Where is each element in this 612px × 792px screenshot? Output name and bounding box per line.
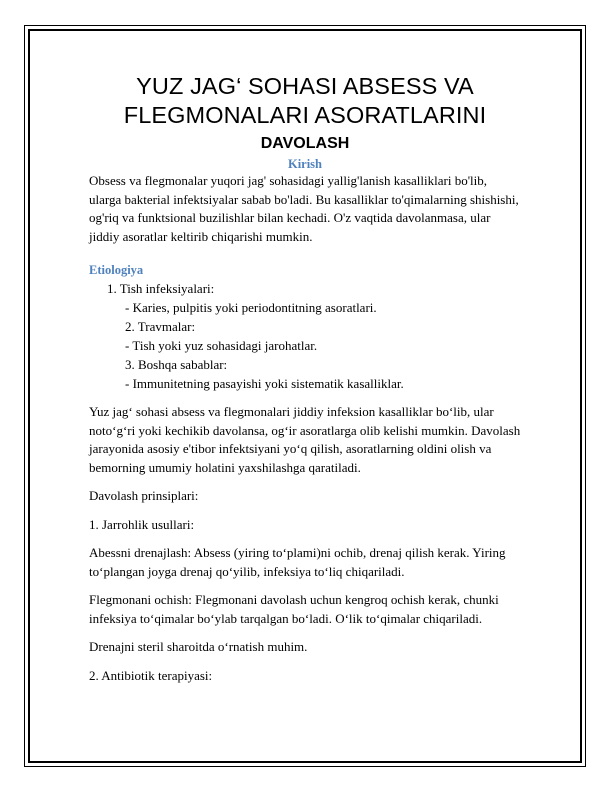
list-item: 3. Boshqa sabablar:: [125, 357, 228, 372]
intro-paragraph: Obsess va flegmonalar yuqori jag' sohasidagi yallig'lanish kasalliklari bo'lib, ularga bakterial infektsiyalar sabab bo'ladi. Bu kasalliklar to'qimalarning shishishi, og'riq va funktsional buzilishlar bilan kechadi. O'z vaqtida davolanmasa, ular jiddiy asoratlar keltirib chiqarishi mumkin.: [89, 173, 519, 244]
phlegmon-opening-paragraph: Flegmonani ochish: Flegmonani davolash uchun kengroq ochish kerak, chunki infeksiya to‘qimalar bo‘ylab tarqalgan bo‘ladi. O‘lik to‘qimalar chiqariladi.: [89, 592, 499, 626]
treatment-principles: Davolash prinsiplari:: [89, 488, 199, 503]
etiology-list: [89, 279, 521, 393]
document-subtitle: DAVOLASH: [260, 135, 350, 152]
document-body: [89, 72, 521, 685]
main-paragraph: Yuz jag‘ sohasi absess va flegmonalari jiddiy infeksion kasalliklar bo‘lib, ular noto‘g‘ri yoki kechikib davolansa, og‘ir asoratlarga olib kelishi mumkin. Davolash jarayonida asosiy e'tibor infektsiyani yo‘q qilish, asoratlarning oldini olish va bemorning umumiy holatini yaxshilashga qaratiladi.: [89, 404, 521, 475]
abscess-drainage-paragraph: Abessni drenajlash: Absess (yiring to‘plami)ni ochib, drenaj qilish kerak. Yiring to‘plangan joyga drenaj qo‘yilib, infeksiya to‘liq chiqariladi.: [89, 545, 506, 579]
list-item: - Karies, pulpitis yoki periodontitning asoratlari.: [125, 300, 377, 315]
list-item: - Tish yoki yuz sohasidagi jarohatlar.: [125, 338, 318, 353]
document-title: [89, 72, 521, 130]
list-item: 1. Tish infeksiyalari:: [107, 281, 215, 296]
list-item: 2. Travmalar:: [125, 319, 196, 334]
antibiotic-therapy: 2. Antibiotik terapiyasi:: [89, 667, 213, 683]
drain-sterile-paragraph: Drenajni steril sharoitda o‘rnatish muhim.: [89, 639, 308, 654]
etiology-heading: Etiologiya: [89, 263, 144, 277]
title-line-1: YUZ JAG‘ SOHASI ABSESS VA: [136, 73, 474, 99]
list-item: - Immunitetning pasayishi yoki sistematik kasalliklar.: [125, 376, 404, 391]
surgical-methods: 1. Jarrohlik usullari:: [89, 516, 195, 532]
intro-heading: Kirish: [287, 157, 323, 171]
title-line-2: FLEGMONALARI ASORATLARINI: [123, 102, 487, 128]
